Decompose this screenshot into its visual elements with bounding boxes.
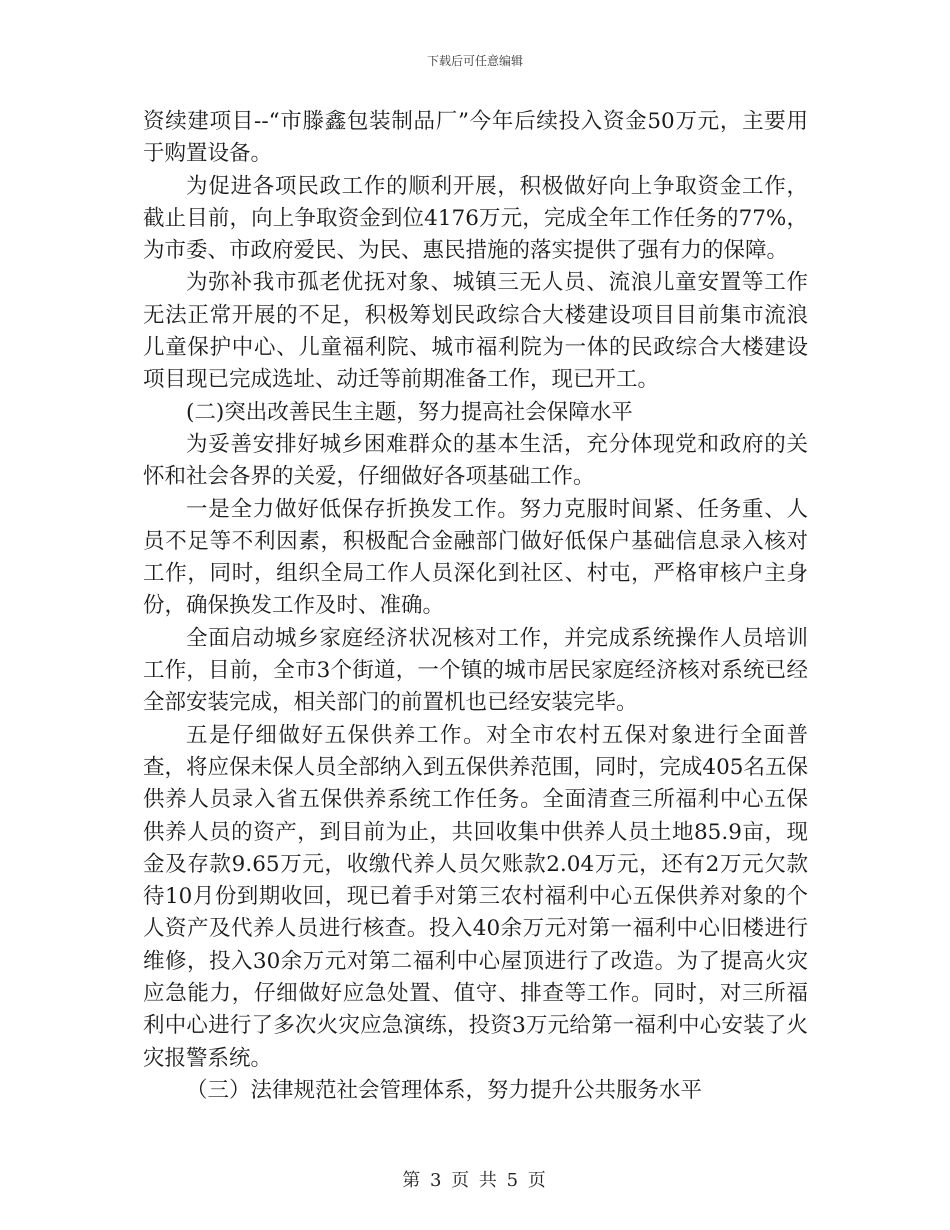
paragraph-complex-building: 为弥补我市孤老优抚对象、城镇三无人员、流浪儿童安置等工作无法正常开展的不足，积极筹划民政综合大楼建设项目目前集市流浪儿童保护中心、儿童福利院、城市福利院为一体的民政综合大楼建设项目现已完成选址、动迁等前期准备工作，现已开工。 [143,270,808,393]
header-note: 下载后可任意编辑 [426,54,523,68]
paragraph-five-guarantee: 五是仔细做好五保供养工作。对全市农村五保对象进行全面普查，将应保未保人员全部纳入到五保供养范围，同时，完成405名五保供养人员录入省五保供养系统工作任务。全面清查三所福利中心五保供养人员的资产，到目前为止，共回收集中供养人员土地85.9亩，现金及存款9.65万元，收缴代养人员欠账款2.04万元，还有2万元欠款待10月份到期收回，现已着手对第三农村福利中心五保供养对象的个人资产及代养人员进行核查。投入40余万元对第一福利中心旧楼进行维修，投入30余万元对第二福利中心屋顶进行了改造。为了提高火灾应急能力，仔细做好应急处置、值守、排查等工作。同时，对三所福利中心进行了多次火灾应急演练，投资3万元给第一福利中心安装了火灾报警系统。 [143,722,808,1071]
paragraph-funding: 为促进各项民政工作的顺利开展，积极做好向上争取资金工作，截止目前，向上争取资金到位4176万元，完成全年工作任务的77%，为市委、市政府爱民、为民、惠民措施的落实提供了强有力的保障。 [143,173,808,264]
document-body [143,106,808,1107]
section-heading-2: (二)突出改善民生主题，努力提高社会保障水平 [186,399,633,425]
page-number: 第 3 页 共 5 页 [402,1170,548,1191]
section-heading-3: （三）法律规范社会管理体系，努力提升公共服务水平 [186,1077,703,1103]
paragraph-basic-living: 为妥善安排好城乡困难群众的基本生活，充分体现党和政府的关怀和社会各界的关爱，仔细做好各项基础工作。 [143,431,808,490]
paragraph-economic-check: 全面启动城乡家庭经济状况核对工作，并完成系统操作人员培训工作，目前，全市3个街道，一个镇的城市居民家庭经济核对系统已经全部安装完成，相关部门的前置机也已经安装完毕。 [143,625,808,716]
paragraph-continuation: 资续建项目--“市滕鑫包装制品厂”今年后续投入资金50万元，主要用于购置设备。 [143,109,808,167]
paragraph-passbook: 一是全力做好低保存折换发工作。努力克服时间紧、任务重、人员不足等不利因素，积极配合金融部门做好低保户基础信息录入核对工作，同时，组织全局工作人员深化到社区、村屯，严格审核户主身份，确保换发工作及时、准确。 [143,496,808,619]
